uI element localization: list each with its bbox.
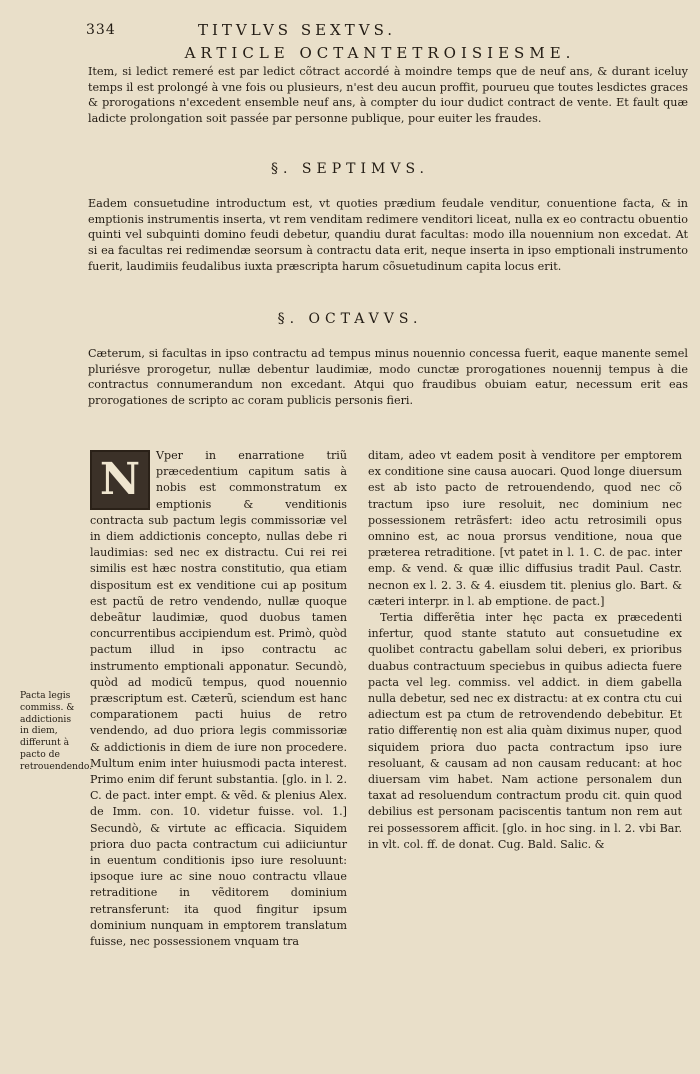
margin-note: Pacta legis commiss. & addictionis in diem, differunt à pacto de retrouendendo. [20,690,93,772]
drop-initial-letter: N [99,454,141,505]
commentary-right-column [368,448,682,853]
commentary-paragraph: Tertia differẽtia inter hęc pacta ex præcedenti infertur, quod stante statuto aut consuetudine ex quolibet contractu gabellam solui deberi, ex prioribus duabus contractuum speciebus in quibus adiecta fuere pacta vel leg. commiss. vel addict. in diem gabella nulla debetur, sed nec ex distractu: at ex contra ctu cui adiectum est pa ctum de retrovendendo debebitur. Et ratio differentię non est alia quàm diximus nuper, quod siquidem priora duo pacta contractum ipso iure resoluant, & causam ad non causam reducant: at hoc diuersam vim habet. Nam actione personalem dun taxat ad resoluendum contractum produ cit. quin quod debilius est personam paciscentis tantum non rem aut rei possessorem afficit. [glo. in hoc sing. in l. 2. vbi Bar. in vlt. col. ff. de donat. Cug. Bald. Salic. & [368,611,682,851]
commentary-paragraph: ditam, adeo vt eadem posit à venditore per emptorem ex conditione sine causa auocari. Quod longe diuersum est ab isto pacto de retrouendendo, quod nec cõ tractum ipso iure resoluit, nec dominium nec possessionem retrãsfert: ideo actu retrosimili opus omnino est, ac noua prorsus venditione, noua que præterea retraditione. [vt patet in l. 1. C. de pac. inter emp. & vend. & quæ illic diffusius tradit Paul. Castr. necnon ex l. 2. 3. & 4. eiusdem tit. plenius glo. Bart. & cæteri interpr. in l. ab emptione. de pact.] [368,449,682,608]
running-head: TITVLVS SEXTVS. [198,21,397,39]
commentary-left-column [90,448,347,950]
page-number: 334 [86,22,116,38]
section-heading-octavus: §. OCTAVVS. [277,311,423,327]
drop-initial [90,450,150,510]
section-heading-septimus: §. SEPTIMVS. [271,161,429,177]
page-header [0,22,700,42]
section-text-octavus: Cæterum, si facultas in ipso contractu ad tempus minus nouennio concessa fuerit, eaque manente semel pluriésve prorogetur, nullæ debentur laudimiæ, modo cunctæ prorogationes nouennij tempus à die contractus connumerandum non excedant. Atqui quo fraudibus obuiam eatur, necessum erit eas prorogationes de scripto ac coram publicis personis fieri. [88,347,688,408]
article-text: Item, si ledict remeré est par ledict cõtract accordé à moindre temps que de neuf ans, & durant iceluy temps il est prolongé à vne fois ou plusieurs, n'est deu aucun proffit, pourueu que toutes lesdictes graces & prorogations n'excedent ensemble neuf ans, à compter du iour dudict contract de vente. Et fault quæ ladicte prolongation soit passée par personne publique, pour euiter les fraudes. [88,65,688,126]
section-text-septimus: Eadem consuetudine introductum est, vt quoties prædium feudale venditur, conuentione facta, & in emptionis instrumentis inserta, vt rem venditam redimere venditori liceat, nulla ex eo contractu obuentio quinti vel subquinti domino feudi debetur, quandiu durat facultas: modo illa nouennium non excedat. At si ea facultas rei redimendæ seorsum à contractu data erit, neque inserta in ipso emptionali instrumento fuerit, laudimiis feudalibus iuxta præscripta harum cõsuetudinum capita locus erit. [88,197,688,273]
article-title: ARTICLE OCTANTETROISIESME. [184,44,576,62]
commentary-paragraph: Vper in enarratione triũ præcedentium capitum satis à nobis est commonstratum ex emptionis & venditionis contracta sub pactum legis commissoriæ vel in diem addictionis concepto, nullas debe ri laudimias: sed nec ex distractu. Cui rei rei similis est hæc nostra constitutio, qua etiam dispositum est ex venditione cui ap positum est pactũ de retro vendendo, nullæ quoque debeãtur laudimiæ, quod duobus tamen concurrentibus accipiendum est. Primò, quòd pactum illud in ipso contractu ac instrumento emptionali apponatur. Secundò, quòd ad modicũ tempus, quod nouennio præscriptum est. Cæterũ, sciendum est hanc comparationem pacti huius de retro vendendo, ad duo priora legis commissoriæ & addictionis in diem de iure non procedere. Multum enim inter huiusmodi pacta interest. Primo enim dif ferunt substantia. [glo. in l. 2. C. de pact. inter empt. & vẽd. & plenius Alex. de Imm. con. 10. videtur fuisse. vol. 1.] Secundò, & virtute ac efficacia. Siquidem priora duo pacta contractum cui adiiciuntur in euentum conditionis ipso iure resoluunt: ipsoque iure ac sine nouo contractu vllaue retraditione in vẽditorem dominium retransferunt: ita quod fingitur ipsum dominium nunquam in emptorem translatum fuisse, nec possessionem vnquam tra [90,449,347,949]
